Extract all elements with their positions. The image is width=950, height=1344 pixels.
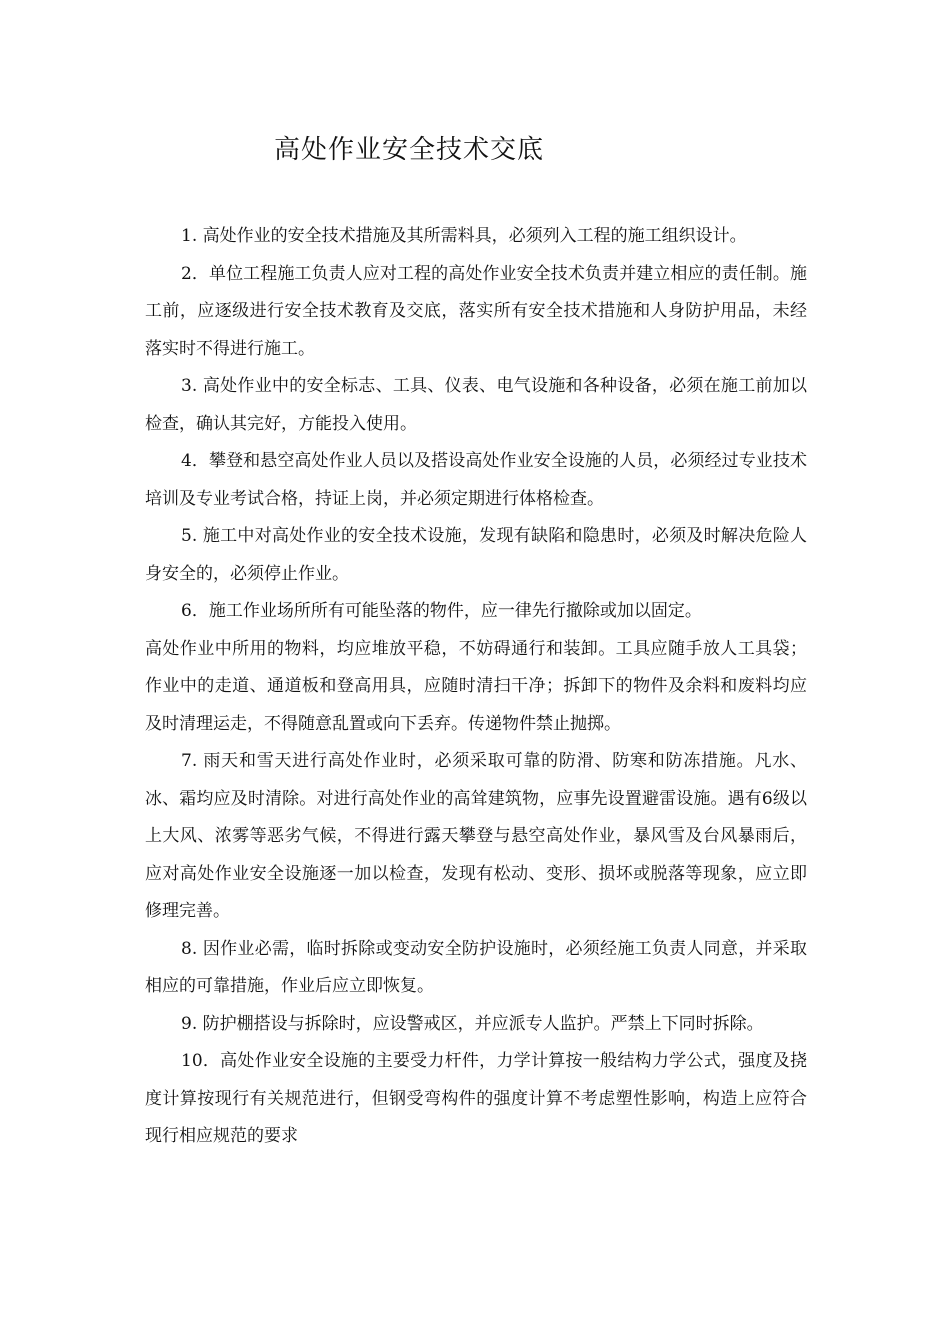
- paragraph: 2．单位工程施工负责人应对工程的高处作业安全技术负责并建立相应的责任制。施工前，应逐级进行安全技术教育及交底，落实所有安全技术措施和人身防护用品，未经落实时不得进行施工。: [145, 263, 807, 359]
- paragraph: 6．施工作业场所所有可能坠落的物件，应一律先行撤除或加以固定。: [181, 601, 702, 621]
- document-body: [145, 218, 807, 1156]
- paragraph: 5. 施工中对高处作业的安全技术设施，发现有缺陷和隐患时，必须及时解决危险人身安全的，必须停止作业。: [145, 526, 807, 584]
- page-title: 高处作业安全技术交底: [274, 135, 545, 165]
- paragraph: 1. 高处作业的安全技术措施及其所需料具，必须列入工程的施工组织设计。: [181, 226, 747, 246]
- paragraph: 3. 高处作业中的安全标志、工具、仪表、电气设施和各种设备，必须在施工前加以检查，确认其完好，方能投入使用。: [145, 376, 807, 434]
- paragraph: 8. 因作业必需，临时拆除或变动安全防护设施时，必须经施工负责人同意，并采取相应的可靠措施，作业后应立即恢复。: [145, 938, 807, 996]
- paragraph: 高处作业中所用的物料，均应堆放平稳，不妨碍通行和装卸。工具应随手放人工具袋；作业中的走道、通道板和登高用具，应随时清扫干净；拆卸下的物件及余料和废料均应及时清理运走，不得随意乱置或向下丢弃。传递物件禁止抛掷。: [145, 638, 807, 734]
- paragraph: 7. 雨天和雪天进行高处作业时，必须采取可靠的防滑、防寒和防冻措施。凡水、冰、霜均应及时清除。对进行高处作业的高耸建筑物，应事先设置避雷设施。遇有6级以上大风、浓雾等恶劣气候，不得进行露天攀登与悬空高处作业，暴风雪及台风暴雨后，应对高处作业安全设施逐一加以检查，发现有松动、变形、损坏或脱落等现象，应立即修理完善。: [145, 751, 807, 921]
- paragraph: 10．高处作业安全设施的主要受力杆件，力学计算按一般结构力学公式，强度及挠度计算按现行有关规范进行，但钢受弯构件的强度计算不考虑塑性影响，构造上应符合现行相应规范的要求: [145, 1051, 807, 1146]
- paragraph: 9. 防护棚搭设与拆除时，应设警戒区，并应派专人监护。严禁上下同时拆除。: [181, 1013, 764, 1034]
- paragraph: 4．攀登和悬空高处作业人员以及搭设高处作业安全设施的人员，必须经过专业技术培训及专业考试合格，持证上岗，并必须定期进行体格检查。: [145, 451, 807, 509]
